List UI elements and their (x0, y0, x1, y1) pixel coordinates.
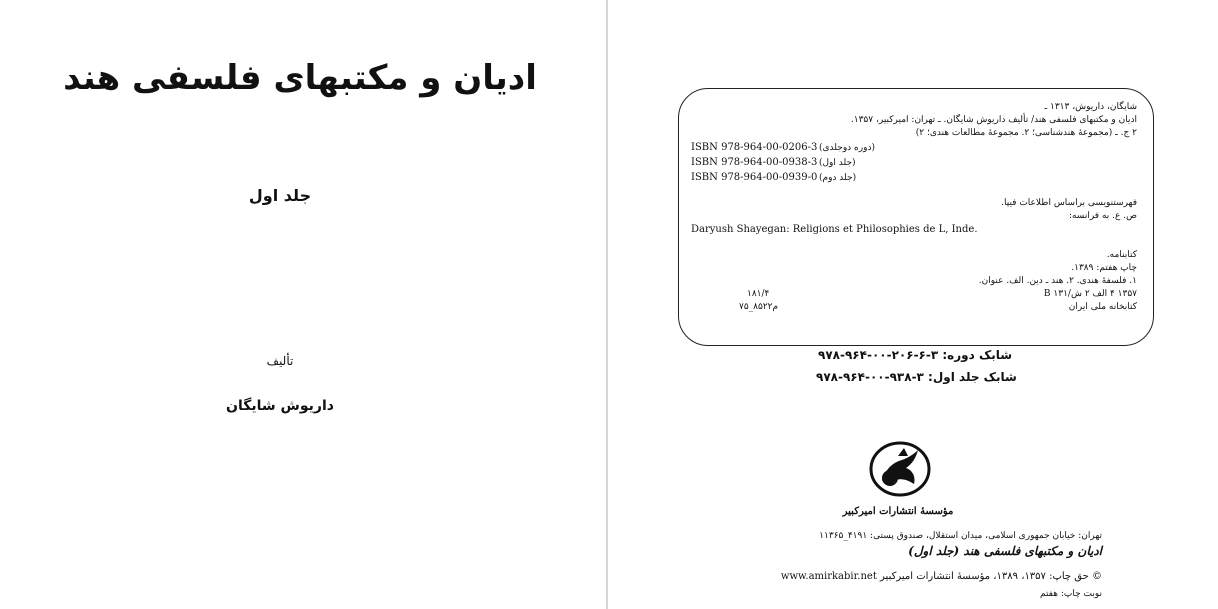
cip-series-line: ۲ ج. ـ (مجموعهٔ هندشناسی؛ ۲. مجموعهٔ مطالعات هندی؛ ۲) (915, 128, 1137, 138)
isbn-vol2: ISBN 978-964-00-0939-0 (691, 172, 818, 183)
cip-library-number: م۸۵۲۲_۷۵ (739, 302, 779, 312)
isbn-set-note: (دوره دوجلدی) (819, 143, 875, 153)
colophon-copyright: © حق چاپ: ۱۳۵۷، ۱۳۸۹، مؤسسهٔ انتشارات امیرکبیر www.amirkabir.net (780, 571, 1102, 582)
cip-edition-line: چاپ هفتم: ۱۳۸۹. (1071, 263, 1137, 273)
cip-author-line: شایگان، داریوش، ۱۳۱۳ ـ (1044, 102, 1137, 112)
cip-classmark: ۱۳۵۷ ۴ الف ۲ ش/۱۳۱ B (1043, 289, 1137, 299)
shabak-vol1: شابک جلد اول: ۳-۹۳۸-۰۰-۹۶۴-۹۷۸ (816, 370, 1017, 384)
cip-library: کتابخانه ملی ایران (1068, 302, 1137, 312)
cip-fipa-line: فهرستنویسی براساس اطلاعات فیپا. (1001, 198, 1137, 208)
author-name: داریوش شایگان (226, 398, 334, 414)
isbn-vol2-note: (جلد دوم) (819, 173, 857, 183)
author-label: تألیف (266, 354, 294, 368)
cip-title-line: ادیان و مکتبهای فلسفی هند/ تألیف داریوش شایگان. ـ تهران: امیرکبیر، ۱۳۵۷. (850, 115, 1137, 125)
publisher-address: تهران: خیابان جمهوری اسلامی، میدان استقلال، صندوق پستی: ۴۱۹۱_۱۱۳۶۵ (819, 531, 1102, 541)
cip-dewey: ۱۸۱/۴ (747, 289, 770, 299)
right-page (608, 0, 1218, 609)
cataloging-record-box (678, 88, 1154, 346)
isbn-vol1: ISBN 978-964-00-0938-3 (691, 157, 818, 168)
left-page (0, 0, 606, 609)
colophon-print-run: نوبت چاپ: هفتم (1039, 589, 1102, 599)
isbn-set: ISBN 978-964-00-0206-3 (691, 142, 818, 153)
colophon-book-title: ادیان و مکتبهای فلسفی هند (جلد اول) (908, 544, 1102, 558)
cip-translit-line: ص. ع. به فرانسه: (1068, 211, 1137, 221)
book-title: ادیان و مکتبهای فلسفی هند (63, 58, 537, 98)
isbn-vol1-note: (جلد اول) (819, 158, 856, 168)
cip-latin-title: Daryush Shayegan: Religions et Philosophies de L, Inde. (691, 224, 978, 235)
publisher-logo-icon (868, 440, 932, 498)
cip-subjects-line: ۱. فلسفهٔ هندی. ۲. هند ـ دین. الف. عنوان. (978, 276, 1137, 286)
publisher-name: مؤسسهٔ انتشارات امیرکبیر (842, 506, 954, 517)
volume-label: جلد اول (248, 186, 312, 205)
shabak-set: شابک دوره: ۳-۶-۲۰۶-۰۰-۹۶۴-۹۷۸ (818, 348, 1013, 362)
cip-bibliography-line: کتابنامه. (1106, 250, 1137, 260)
